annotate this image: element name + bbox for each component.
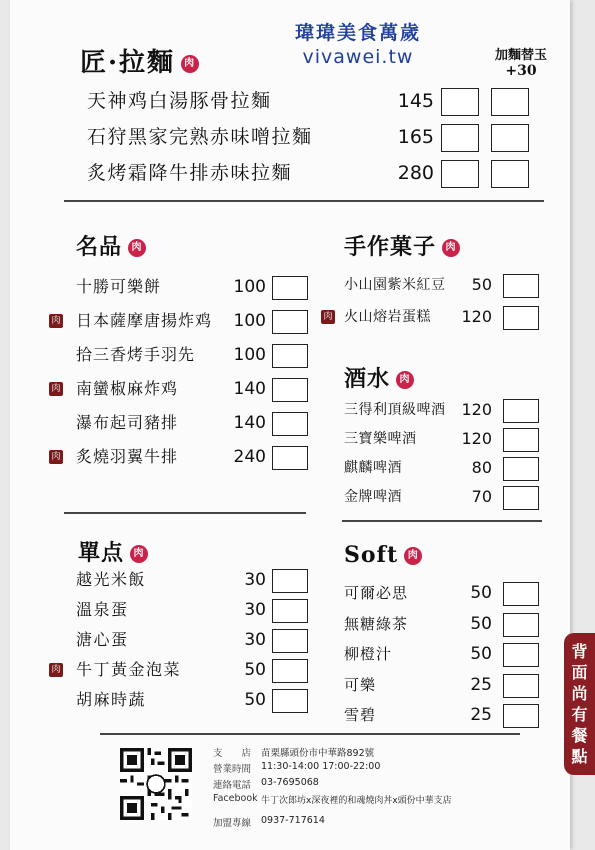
noodle-refill-label	[476, 44, 566, 79]
menu-item-name: 十勝可樂餅	[76, 277, 162, 296]
menu-item-price: 25	[470, 705, 492, 725]
order-checkbox[interactable]	[272, 629, 308, 653]
menu-item-price: 120	[461, 429, 492, 448]
divider-left-mid	[64, 512, 306, 514]
footer-fb-value[interactable]: 牛丁次郎坊x深夜裡的和魂燒肉丼x頭份中華支店	[261, 796, 452, 806]
sides-title-text: 單点	[78, 540, 125, 566]
watermark-url: vivawei.tw	[302, 46, 414, 68]
menu-item-price: 30	[244, 600, 266, 620]
order-checkbox[interactable]	[441, 160, 479, 188]
watermark	[268, 18, 448, 68]
menu-item-price: 140	[233, 379, 266, 399]
menu-item-price: 50	[470, 613, 492, 634]
order-checkbox[interactable]	[503, 704, 539, 728]
order-checkbox[interactable]	[272, 599, 308, 623]
side-tab-char: 面	[571, 663, 588, 682]
order-checkbox[interactable]	[272, 310, 308, 334]
footer-facebook	[213, 793, 533, 809]
footer-hours-label: 營業時間	[213, 764, 252, 775]
menu-item-price: 50	[244, 690, 266, 710]
drinks-title	[344, 362, 414, 393]
menu-item-name: 無糖綠茶	[344, 614, 409, 633]
footer-branch	[213, 745, 533, 761]
divider-right-mid	[342, 520, 542, 522]
meat-icon: 肉	[442, 239, 460, 257]
order-checkbox[interactable]	[272, 378, 308, 402]
meat-icon: 肉	[396, 371, 414, 389]
side-tab-char: 尚	[571, 684, 588, 703]
menu-item-price: 280	[397, 162, 434, 184]
menu-item-price: 140	[233, 413, 266, 433]
menu-item-price: 145	[397, 90, 434, 112]
recommend-icon: 肉	[321, 310, 335, 324]
side-tab-char: 點	[571, 747, 588, 766]
sweets-title	[344, 230, 460, 261]
footer-info	[213, 745, 533, 831]
order-checkbox[interactable]	[272, 659, 308, 683]
divider-footer	[100, 733, 520, 735]
menu-item-price: 120	[461, 307, 492, 326]
qr-code-icon[interactable]	[120, 748, 192, 820]
recommend-icon: 肉	[49, 382, 63, 396]
menu-item-price: 100	[233, 345, 266, 365]
menu-item-price: 30	[244, 630, 266, 650]
order-checkbox[interactable]	[503, 399, 539, 423]
menu-item-price: 240	[233, 447, 266, 467]
menu-item-name: 炙燒羽翼牛排	[76, 447, 179, 466]
recommend-icon: 肉	[49, 314, 63, 328]
meibin-title-text: 名品	[76, 234, 123, 260]
order-checkbox[interactable]	[491, 160, 529, 188]
menu-item-name: 三寶樂啤酒	[344, 431, 417, 447]
order-checkbox[interactable]	[503, 274, 539, 298]
order-checkbox[interactable]	[503, 674, 539, 698]
order-checkbox[interactable]	[503, 582, 539, 606]
sides-title	[78, 536, 148, 567]
menu-item-name: 日本薩摩唐揚炸鸡	[76, 311, 213, 330]
order-checkbox[interactable]	[272, 276, 308, 300]
order-checkbox[interactable]	[503, 613, 539, 637]
order-checkbox[interactable]	[503, 457, 539, 481]
side-tab-more-items[interactable]	[564, 633, 595, 775]
footer-franchise	[213, 815, 533, 831]
footer-franchise-value[interactable]: 0937-717614	[261, 815, 325, 826]
ramen-title-text: 匠·拉麵	[80, 48, 176, 78]
order-checkbox[interactable]	[503, 486, 539, 510]
menu-item-name: 金牌啤酒	[344, 489, 402, 505]
menu-item-price: 50	[244, 660, 266, 680]
recommend-icon: 肉	[49, 450, 63, 464]
footer-phone-label: 連絡電話	[213, 780, 252, 791]
ramen-title	[80, 42, 199, 79]
order-checkbox[interactable]	[503, 643, 539, 667]
menu-item-price: 30	[244, 570, 266, 590]
menu-item-name: 南蠻椒麻炸鸡	[76, 379, 179, 398]
menu-item-name: 可樂	[344, 675, 377, 694]
menu-item-price: 50	[470, 583, 492, 603]
menu-item-name: 拾三香烤手羽先	[76, 345, 196, 364]
order-checkbox[interactable]	[272, 569, 308, 593]
noodle-refill-text: 加麵替玉	[494, 48, 547, 63]
menu-item-name: 炙烤霜降牛排赤味拉麵	[87, 162, 293, 184]
side-tab-char: 有	[571, 705, 588, 724]
menu-item-name: 石狩黑家完熟赤味噌拉麵	[87, 126, 313, 148]
meat-icon: 肉	[181, 55, 199, 73]
menu-item-price: 120	[461, 400, 492, 419]
order-checkbox[interactable]	[441, 88, 479, 116]
menu-item-name: 溏心蛋	[76, 630, 129, 649]
noodle-refill-price: +30	[505, 63, 537, 79]
footer-franchise-label: 加盟專線	[213, 818, 252, 829]
menu-item-name: 雪碧	[344, 706, 377, 724]
menu-item-name: 瀑布起司豬排	[76, 413, 179, 432]
menu-item-name: 胡麻時蔬	[76, 690, 147, 709]
menu-item-name: 麒麟啤酒	[344, 460, 402, 476]
menu-item-price: 165	[397, 126, 434, 148]
recommend-icon: 肉	[49, 663, 63, 677]
order-checkbox[interactable]	[491, 88, 529, 116]
menu-item-price: 70	[471, 487, 492, 506]
order-checkbox[interactable]	[503, 306, 539, 330]
footer-branch-value: 苗栗縣頭份市中華路892號	[261, 748, 375, 759]
drinks-title-text: 酒水	[344, 366, 391, 392]
side-tab-char: 背	[571, 642, 588, 661]
order-checkbox[interactable]	[503, 428, 539, 452]
footer-phone-value[interactable]: 03-7695068	[261, 777, 319, 788]
meibin-title	[76, 230, 146, 261]
soft-title-text: Soft	[344, 542, 399, 568]
menu-item-name: 越光米飯	[76, 570, 147, 589]
menu-item-name: 小山園紫米紅豆	[344, 277, 446, 293]
order-checkbox[interactable]	[272, 689, 308, 713]
menu-item-name: 天神鸡白湯豚骨拉麵	[87, 90, 272, 112]
meat-icon: 肉	[128, 239, 146, 257]
meat-icon: 肉	[130, 545, 148, 563]
menu-item-price: 100	[233, 311, 266, 331]
watermark-name: 瑋瑋美食萬歲	[294, 22, 421, 44]
side-tab-char: 餐	[571, 726, 588, 745]
footer-phone	[213, 777, 533, 793]
menu-item-name: 三得利頂級啤酒	[344, 402, 446, 418]
order-checkbox[interactable]	[272, 412, 308, 436]
menu-item-name: 牛丁黃金泡菜	[76, 660, 182, 679]
menu-item-price: 50	[471, 275, 492, 294]
order-checkbox[interactable]	[441, 124, 479, 152]
menu-item-name: 溫泉蛋	[76, 600, 129, 619]
sweets-title-text: 手作菓子	[344, 234, 437, 260]
divider-top	[64, 200, 544, 202]
meat-icon: 肉	[404, 547, 422, 565]
menu-item-name: 柳橙汁	[344, 645, 393, 663]
menu-item-price: 50	[470, 644, 492, 664]
order-checkbox[interactable]	[491, 124, 529, 152]
order-checkbox[interactable]	[272, 446, 308, 470]
order-checkbox[interactable]	[272, 344, 308, 368]
menu-item-price: 100	[233, 277, 266, 297]
menu-item-name: 火山熔岩蛋糕	[344, 309, 431, 325]
footer-fb-label: Facebook	[213, 793, 258, 804]
footer-branch-label: 支 店	[213, 748, 252, 759]
footer-hours-value: 11:30-14:00 17:00-22:00	[261, 761, 381, 772]
menu-item-price: 25	[470, 674, 492, 695]
menu-item-name: 可爾必思	[344, 584, 409, 602]
menu-item-price: 80	[471, 458, 492, 477]
soft-title	[344, 542, 422, 568]
footer-hours	[213, 761, 533, 777]
